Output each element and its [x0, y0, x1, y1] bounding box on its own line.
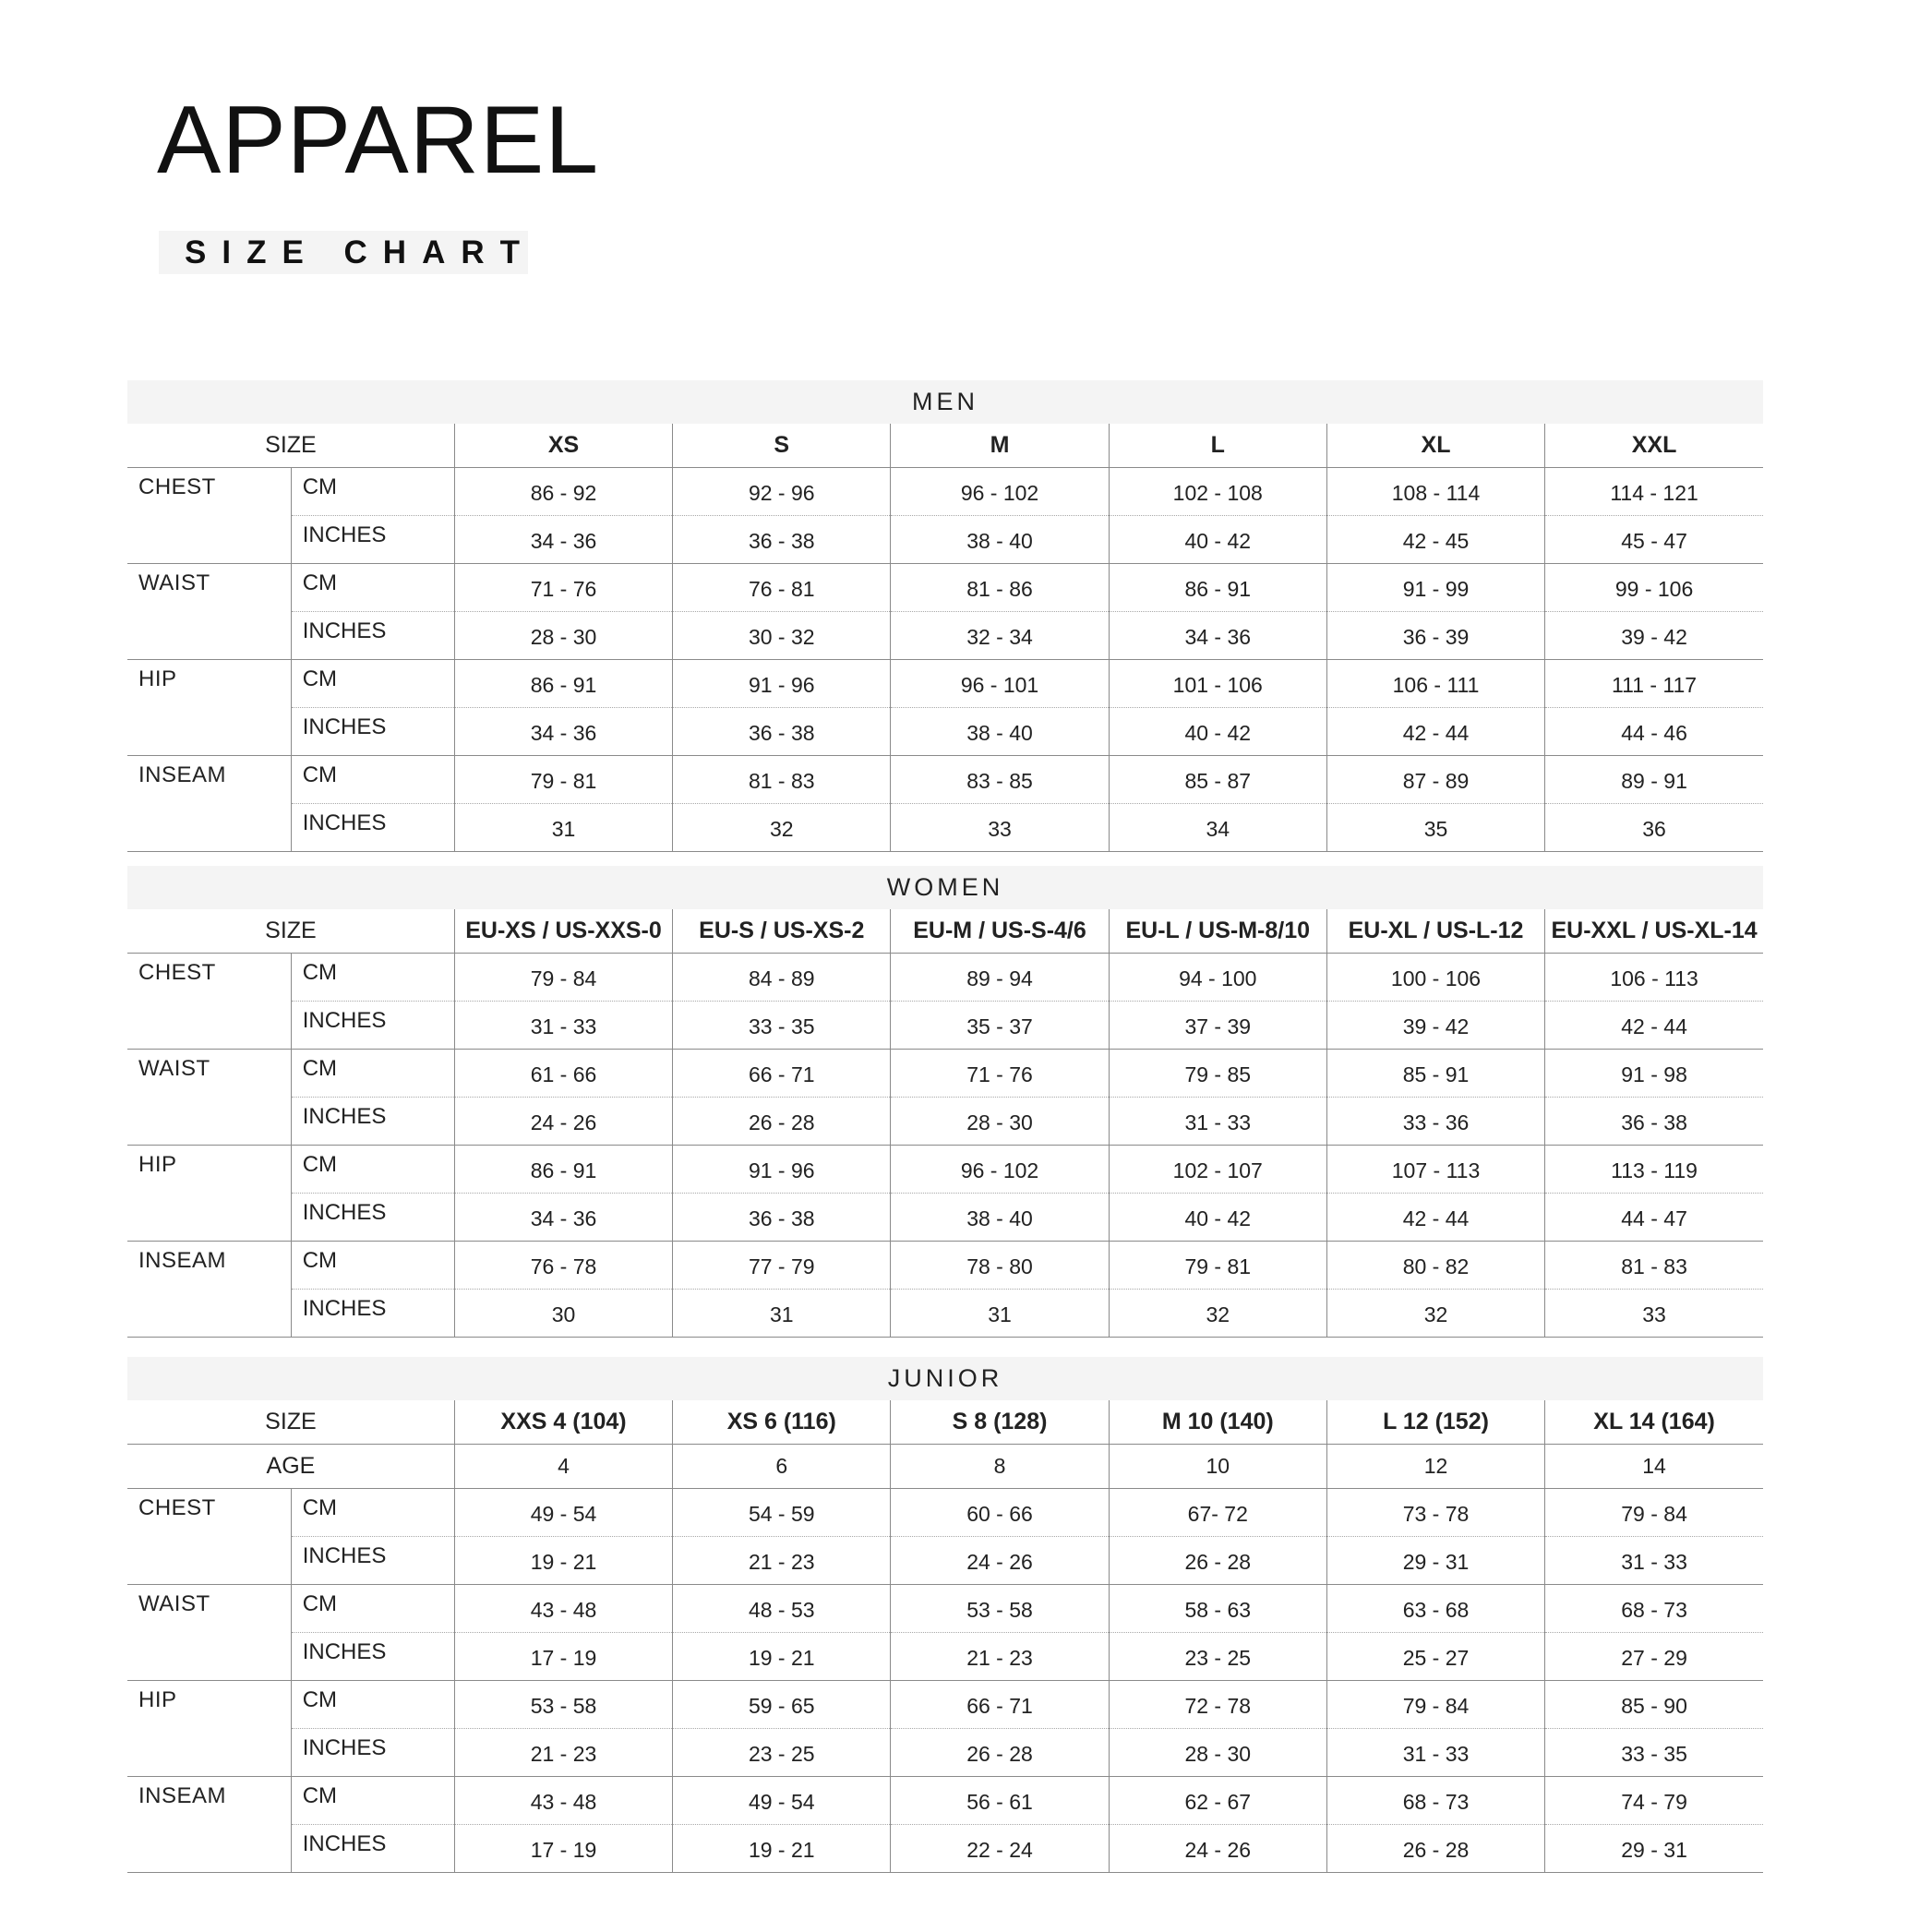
value-cell: 43 - 48 — [454, 1585, 672, 1633]
value-cell: 114 - 121 — [1545, 468, 1763, 516]
value-cell: 92 - 96 — [673, 468, 891, 516]
value-cell: 36 - 38 — [1545, 1098, 1763, 1146]
age-cell: 8 — [891, 1445, 1109, 1489]
size-header: L 12 (152) — [1326, 1400, 1544, 1445]
table-row — [127, 1290, 1763, 1338]
value-cell: 31 - 33 — [454, 1002, 672, 1050]
value-cell: 86 - 91 — [454, 1146, 672, 1194]
table-row — [127, 612, 1763, 660]
unit-label-inches: INCHES — [291, 1825, 454, 1873]
value-cell: 36 - 38 — [673, 1194, 891, 1242]
value-cell: 76 - 81 — [673, 564, 891, 612]
size-header: XS 6 (116) — [673, 1400, 891, 1445]
value-cell: 85 - 90 — [1545, 1681, 1763, 1729]
size-header: L — [1109, 424, 1326, 468]
size-table — [127, 424, 1763, 852]
unit-label-inches: INCHES — [291, 612, 454, 660]
value-cell: 49 - 54 — [454, 1489, 672, 1537]
value-cell: 108 - 114 — [1326, 468, 1544, 516]
value-cell: 31 - 33 — [1326, 1729, 1544, 1777]
table-row — [127, 1537, 1763, 1585]
value-cell: 100 - 106 — [1326, 954, 1544, 1002]
value-cell: 59 - 65 — [673, 1681, 891, 1729]
value-cell: 66 - 71 — [673, 1050, 891, 1098]
measurement-label: HIP — [127, 1681, 291, 1777]
measurement-label: INSEAM — [127, 1777, 291, 1873]
unit-label-cm: CM — [291, 468, 454, 516]
table-row — [127, 1777, 1763, 1825]
value-cell: 81 - 86 — [891, 564, 1109, 612]
size-header-row — [127, 1400, 1763, 1445]
value-cell: 89 - 94 — [891, 954, 1109, 1002]
value-cell: 79 - 85 — [1109, 1050, 1326, 1098]
unit-label-cm: CM — [291, 1242, 454, 1290]
table-row — [127, 1098, 1763, 1146]
value-cell: 36 — [1545, 804, 1763, 852]
measurement-label: HIP — [127, 660, 291, 756]
value-cell: 35 — [1326, 804, 1544, 852]
age-cell: 6 — [673, 1445, 891, 1489]
value-cell: 31 - 33 — [1545, 1537, 1763, 1585]
women-size-table — [127, 866, 1763, 1338]
value-cell: 61 - 66 — [454, 1050, 672, 1098]
value-cell: 34 - 36 — [454, 708, 672, 756]
value-cell: 99 - 106 — [1545, 564, 1763, 612]
value-cell: 53 - 58 — [454, 1681, 672, 1729]
value-cell: 94 - 100 — [1109, 954, 1326, 1002]
value-cell: 42 - 45 — [1326, 516, 1544, 564]
value-cell: 67- 72 — [1109, 1489, 1326, 1537]
value-cell: 32 - 34 — [891, 612, 1109, 660]
value-cell: 32 — [673, 804, 891, 852]
unit-label-inches: INCHES — [291, 516, 454, 564]
value-cell: 19 - 21 — [673, 1633, 891, 1681]
table-row — [127, 1681, 1763, 1729]
measurement-label: HIP — [127, 1146, 291, 1242]
value-cell: 89 - 91 — [1545, 756, 1763, 804]
table-row — [127, 660, 1763, 708]
value-cell: 35 - 37 — [891, 1002, 1109, 1050]
section-title-junior: JUNIOR — [127, 1357, 1763, 1400]
value-cell: 32 — [1326, 1290, 1544, 1338]
value-cell: 49 - 54 — [673, 1777, 891, 1825]
value-cell: 26 - 28 — [1109, 1537, 1326, 1585]
unit-label-inches: INCHES — [291, 1098, 454, 1146]
value-cell: 25 - 27 — [1326, 1633, 1544, 1681]
value-cell: 96 - 102 — [891, 468, 1109, 516]
size-table — [127, 1400, 1763, 1873]
size-header: XS — [454, 424, 672, 468]
size-label: SIZE — [127, 909, 454, 954]
size-header: EU-L / US-M-8/10 — [1109, 909, 1326, 954]
size-header: XXL — [1545, 424, 1763, 468]
size-header: EU-M / US-S-4/6 — [891, 909, 1109, 954]
unit-label-cm: CM — [291, 660, 454, 708]
size-header-row — [127, 424, 1763, 468]
age-cell: 10 — [1109, 1445, 1326, 1489]
value-cell: 102 - 108 — [1109, 468, 1326, 516]
value-cell: 73 - 78 — [1326, 1489, 1544, 1537]
value-cell: 72 - 78 — [1109, 1681, 1326, 1729]
table-row — [127, 954, 1763, 1002]
unit-label-cm: CM — [291, 1681, 454, 1729]
value-cell: 36 - 39 — [1326, 612, 1544, 660]
age-row — [127, 1445, 1763, 1489]
table-row — [127, 468, 1763, 516]
value-cell: 40 - 42 — [1109, 1194, 1326, 1242]
value-cell: 42 - 44 — [1545, 1002, 1763, 1050]
age-cell: 12 — [1326, 1445, 1544, 1489]
unit-label-inches: INCHES — [291, 1537, 454, 1585]
value-cell: 113 - 119 — [1545, 1146, 1763, 1194]
table-row — [127, 564, 1763, 612]
value-cell: 66 - 71 — [891, 1681, 1109, 1729]
men-size-table — [127, 380, 1763, 852]
unit-label-cm: CM — [291, 1777, 454, 1825]
value-cell: 79 - 81 — [454, 756, 672, 804]
value-cell: 44 - 47 — [1545, 1194, 1763, 1242]
unit-label-cm: CM — [291, 1585, 454, 1633]
value-cell: 84 - 89 — [673, 954, 891, 1002]
table-row — [127, 1585, 1763, 1633]
value-cell: 91 - 96 — [673, 660, 891, 708]
value-cell: 83 - 85 — [891, 756, 1109, 804]
value-cell: 85 - 87 — [1109, 756, 1326, 804]
value-cell: 26 - 28 — [1326, 1825, 1544, 1873]
unit-label-cm: CM — [291, 1050, 454, 1098]
table-row — [127, 1825, 1763, 1873]
value-cell: 54 - 59 — [673, 1489, 891, 1537]
value-cell: 29 - 31 — [1545, 1825, 1763, 1873]
table-row — [127, 1146, 1763, 1194]
value-cell: 44 - 46 — [1545, 708, 1763, 756]
size-table — [127, 909, 1763, 1338]
value-cell: 79 - 81 — [1109, 1242, 1326, 1290]
value-cell: 24 - 26 — [454, 1098, 672, 1146]
unit-label-inches: INCHES — [291, 1290, 454, 1338]
value-cell: 33 - 35 — [673, 1002, 891, 1050]
value-cell: 40 - 42 — [1109, 708, 1326, 756]
value-cell: 21 - 23 — [454, 1729, 672, 1777]
unit-label-inches: INCHES — [291, 1002, 454, 1050]
value-cell: 85 - 91 — [1326, 1050, 1544, 1098]
unit-label-cm: CM — [291, 954, 454, 1002]
value-cell: 33 — [891, 804, 1109, 852]
value-cell: 29 - 31 — [1326, 1537, 1544, 1585]
table-row — [127, 804, 1763, 852]
value-cell: 24 - 26 — [1109, 1825, 1326, 1873]
size-header: EU-XXL / US-XL-14 — [1545, 909, 1763, 954]
size-label: SIZE — [127, 1400, 454, 1445]
value-cell: 26 - 28 — [891, 1729, 1109, 1777]
value-cell: 106 - 111 — [1326, 660, 1544, 708]
value-cell: 56 - 61 — [891, 1777, 1109, 1825]
age-cell: 14 — [1545, 1445, 1763, 1489]
page-subtitle: SIZE CHART — [185, 234, 535, 270]
size-header: EU-XL / US-L-12 — [1326, 909, 1544, 954]
age-cell: 4 — [454, 1445, 672, 1489]
value-cell: 81 - 83 — [1545, 1242, 1763, 1290]
table-row — [127, 1194, 1763, 1242]
junior-size-table — [127, 1357, 1763, 1873]
size-header: S 8 (128) — [891, 1400, 1109, 1445]
value-cell: 17 - 19 — [454, 1633, 672, 1681]
unit-label-inches: INCHES — [291, 708, 454, 756]
value-cell: 28 - 30 — [891, 1098, 1109, 1146]
value-cell: 60 - 66 — [891, 1489, 1109, 1537]
value-cell: 74 - 79 — [1545, 1777, 1763, 1825]
value-cell: 79 - 84 — [1326, 1681, 1544, 1729]
value-cell: 101 - 106 — [1109, 660, 1326, 708]
value-cell: 71 - 76 — [454, 564, 672, 612]
value-cell: 31 — [891, 1290, 1109, 1338]
table-row — [127, 1242, 1763, 1290]
table-row — [127, 1002, 1763, 1050]
value-cell: 48 - 53 — [673, 1585, 891, 1633]
value-cell: 86 - 92 — [454, 468, 672, 516]
section-title-women: WOMEN — [127, 866, 1763, 909]
value-cell: 32 — [1109, 1290, 1326, 1338]
value-cell: 71 - 76 — [891, 1050, 1109, 1098]
value-cell: 111 - 117 — [1545, 660, 1763, 708]
size-label: SIZE — [127, 424, 454, 468]
value-cell: 38 - 40 — [891, 708, 1109, 756]
value-cell: 19 - 21 — [673, 1825, 891, 1873]
value-cell: 68 - 73 — [1545, 1585, 1763, 1633]
table-row — [127, 1729, 1763, 1777]
value-cell: 28 - 30 — [454, 612, 672, 660]
page-title: APPAREL — [157, 87, 600, 194]
unit-label-inches: INCHES — [291, 804, 454, 852]
value-cell: 63 - 68 — [1326, 1585, 1544, 1633]
value-cell: 30 — [454, 1290, 672, 1338]
value-cell: 31 — [673, 1290, 891, 1338]
value-cell: 107 - 113 — [1326, 1146, 1544, 1194]
value-cell: 53 - 58 — [891, 1585, 1109, 1633]
value-cell: 34 - 36 — [1109, 612, 1326, 660]
size-header-row — [127, 909, 1763, 954]
measurement-label: INSEAM — [127, 756, 291, 852]
size-header: M — [891, 424, 1109, 468]
size-header: EU-XS / US-XXS-0 — [454, 909, 672, 954]
size-header: M 10 (140) — [1109, 1400, 1326, 1445]
table-row — [127, 516, 1763, 564]
value-cell: 21 - 23 — [891, 1633, 1109, 1681]
measurement-label: INSEAM — [127, 1242, 291, 1338]
unit-label-cm: CM — [291, 1489, 454, 1537]
value-cell: 33 - 36 — [1326, 1098, 1544, 1146]
measurement-label: CHEST — [127, 1489, 291, 1585]
value-cell: 17 - 19 — [454, 1825, 672, 1873]
value-cell: 28 - 30 — [1109, 1729, 1326, 1777]
value-cell: 31 - 33 — [1109, 1098, 1326, 1146]
value-cell: 39 - 42 — [1326, 1002, 1544, 1050]
measurement-label: WAIST — [127, 1585, 291, 1681]
value-cell: 86 - 91 — [454, 660, 672, 708]
value-cell: 87 - 89 — [1326, 756, 1544, 804]
value-cell: 106 - 113 — [1545, 954, 1763, 1002]
value-cell: 76 - 78 — [454, 1242, 672, 1290]
measurement-label: CHEST — [127, 954, 291, 1050]
table-row — [127, 1489, 1763, 1537]
value-cell: 79 - 84 — [454, 954, 672, 1002]
value-cell: 68 - 73 — [1326, 1777, 1544, 1825]
value-cell: 40 - 42 — [1109, 516, 1326, 564]
unit-label-inches: INCHES — [291, 1633, 454, 1681]
unit-label-cm: CM — [291, 564, 454, 612]
value-cell: 39 - 42 — [1545, 612, 1763, 660]
unit-label-cm: CM — [291, 1146, 454, 1194]
size-header: XL 14 (164) — [1545, 1400, 1763, 1445]
value-cell: 45 - 47 — [1545, 516, 1763, 564]
unit-label-cm: CM — [291, 756, 454, 804]
value-cell: 78 - 80 — [891, 1242, 1109, 1290]
value-cell: 96 - 102 — [891, 1146, 1109, 1194]
value-cell: 33 - 35 — [1545, 1729, 1763, 1777]
value-cell: 30 - 32 — [673, 612, 891, 660]
value-cell: 21 - 23 — [673, 1537, 891, 1585]
value-cell: 86 - 91 — [1109, 564, 1326, 612]
value-cell: 24 - 26 — [891, 1537, 1109, 1585]
value-cell: 38 - 40 — [891, 516, 1109, 564]
value-cell: 81 - 83 — [673, 756, 891, 804]
value-cell: 34 - 36 — [454, 516, 672, 564]
size-header: XL — [1326, 424, 1544, 468]
value-cell: 91 - 98 — [1545, 1050, 1763, 1098]
value-cell: 91 - 96 — [673, 1146, 891, 1194]
size-header: S — [673, 424, 891, 468]
value-cell: 42 - 44 — [1326, 1194, 1544, 1242]
value-cell: 26 - 28 — [673, 1098, 891, 1146]
table-row — [127, 756, 1763, 804]
value-cell: 91 - 99 — [1326, 564, 1544, 612]
table-row — [127, 708, 1763, 756]
value-cell: 102 - 107 — [1109, 1146, 1326, 1194]
value-cell: 62 - 67 — [1109, 1777, 1326, 1825]
value-cell: 22 - 24 — [891, 1825, 1109, 1873]
measurement-label: WAIST — [127, 564, 291, 660]
value-cell: 27 - 29 — [1545, 1633, 1763, 1681]
value-cell: 31 — [454, 804, 672, 852]
value-cell: 58 - 63 — [1109, 1585, 1326, 1633]
value-cell: 36 - 38 — [673, 708, 891, 756]
measurement-label: WAIST — [127, 1050, 291, 1146]
value-cell: 36 - 38 — [673, 516, 891, 564]
size-header: XXS 4 (104) — [454, 1400, 672, 1445]
value-cell: 34 - 36 — [454, 1194, 672, 1242]
value-cell: 38 - 40 — [891, 1194, 1109, 1242]
unit-label-inches: INCHES — [291, 1729, 454, 1777]
measurement-label: CHEST — [127, 468, 291, 564]
value-cell: 19 - 21 — [454, 1537, 672, 1585]
value-cell: 23 - 25 — [673, 1729, 891, 1777]
value-cell: 37 - 39 — [1109, 1002, 1326, 1050]
value-cell: 43 - 48 — [454, 1777, 672, 1825]
value-cell: 23 - 25 — [1109, 1633, 1326, 1681]
age-label: AGE — [127, 1445, 454, 1489]
value-cell: 77 - 79 — [673, 1242, 891, 1290]
value-cell: 96 - 101 — [891, 660, 1109, 708]
unit-label-inches: INCHES — [291, 1194, 454, 1242]
table-row — [127, 1050, 1763, 1098]
value-cell: 42 - 44 — [1326, 708, 1544, 756]
value-cell: 79 - 84 — [1545, 1489, 1763, 1537]
size-header: EU-S / US-XS-2 — [673, 909, 891, 954]
value-cell: 34 — [1109, 804, 1326, 852]
section-title-men: MEN — [127, 380, 1763, 424]
value-cell: 80 - 82 — [1326, 1242, 1544, 1290]
value-cell: 33 — [1545, 1290, 1763, 1338]
table-row — [127, 1633, 1763, 1681]
